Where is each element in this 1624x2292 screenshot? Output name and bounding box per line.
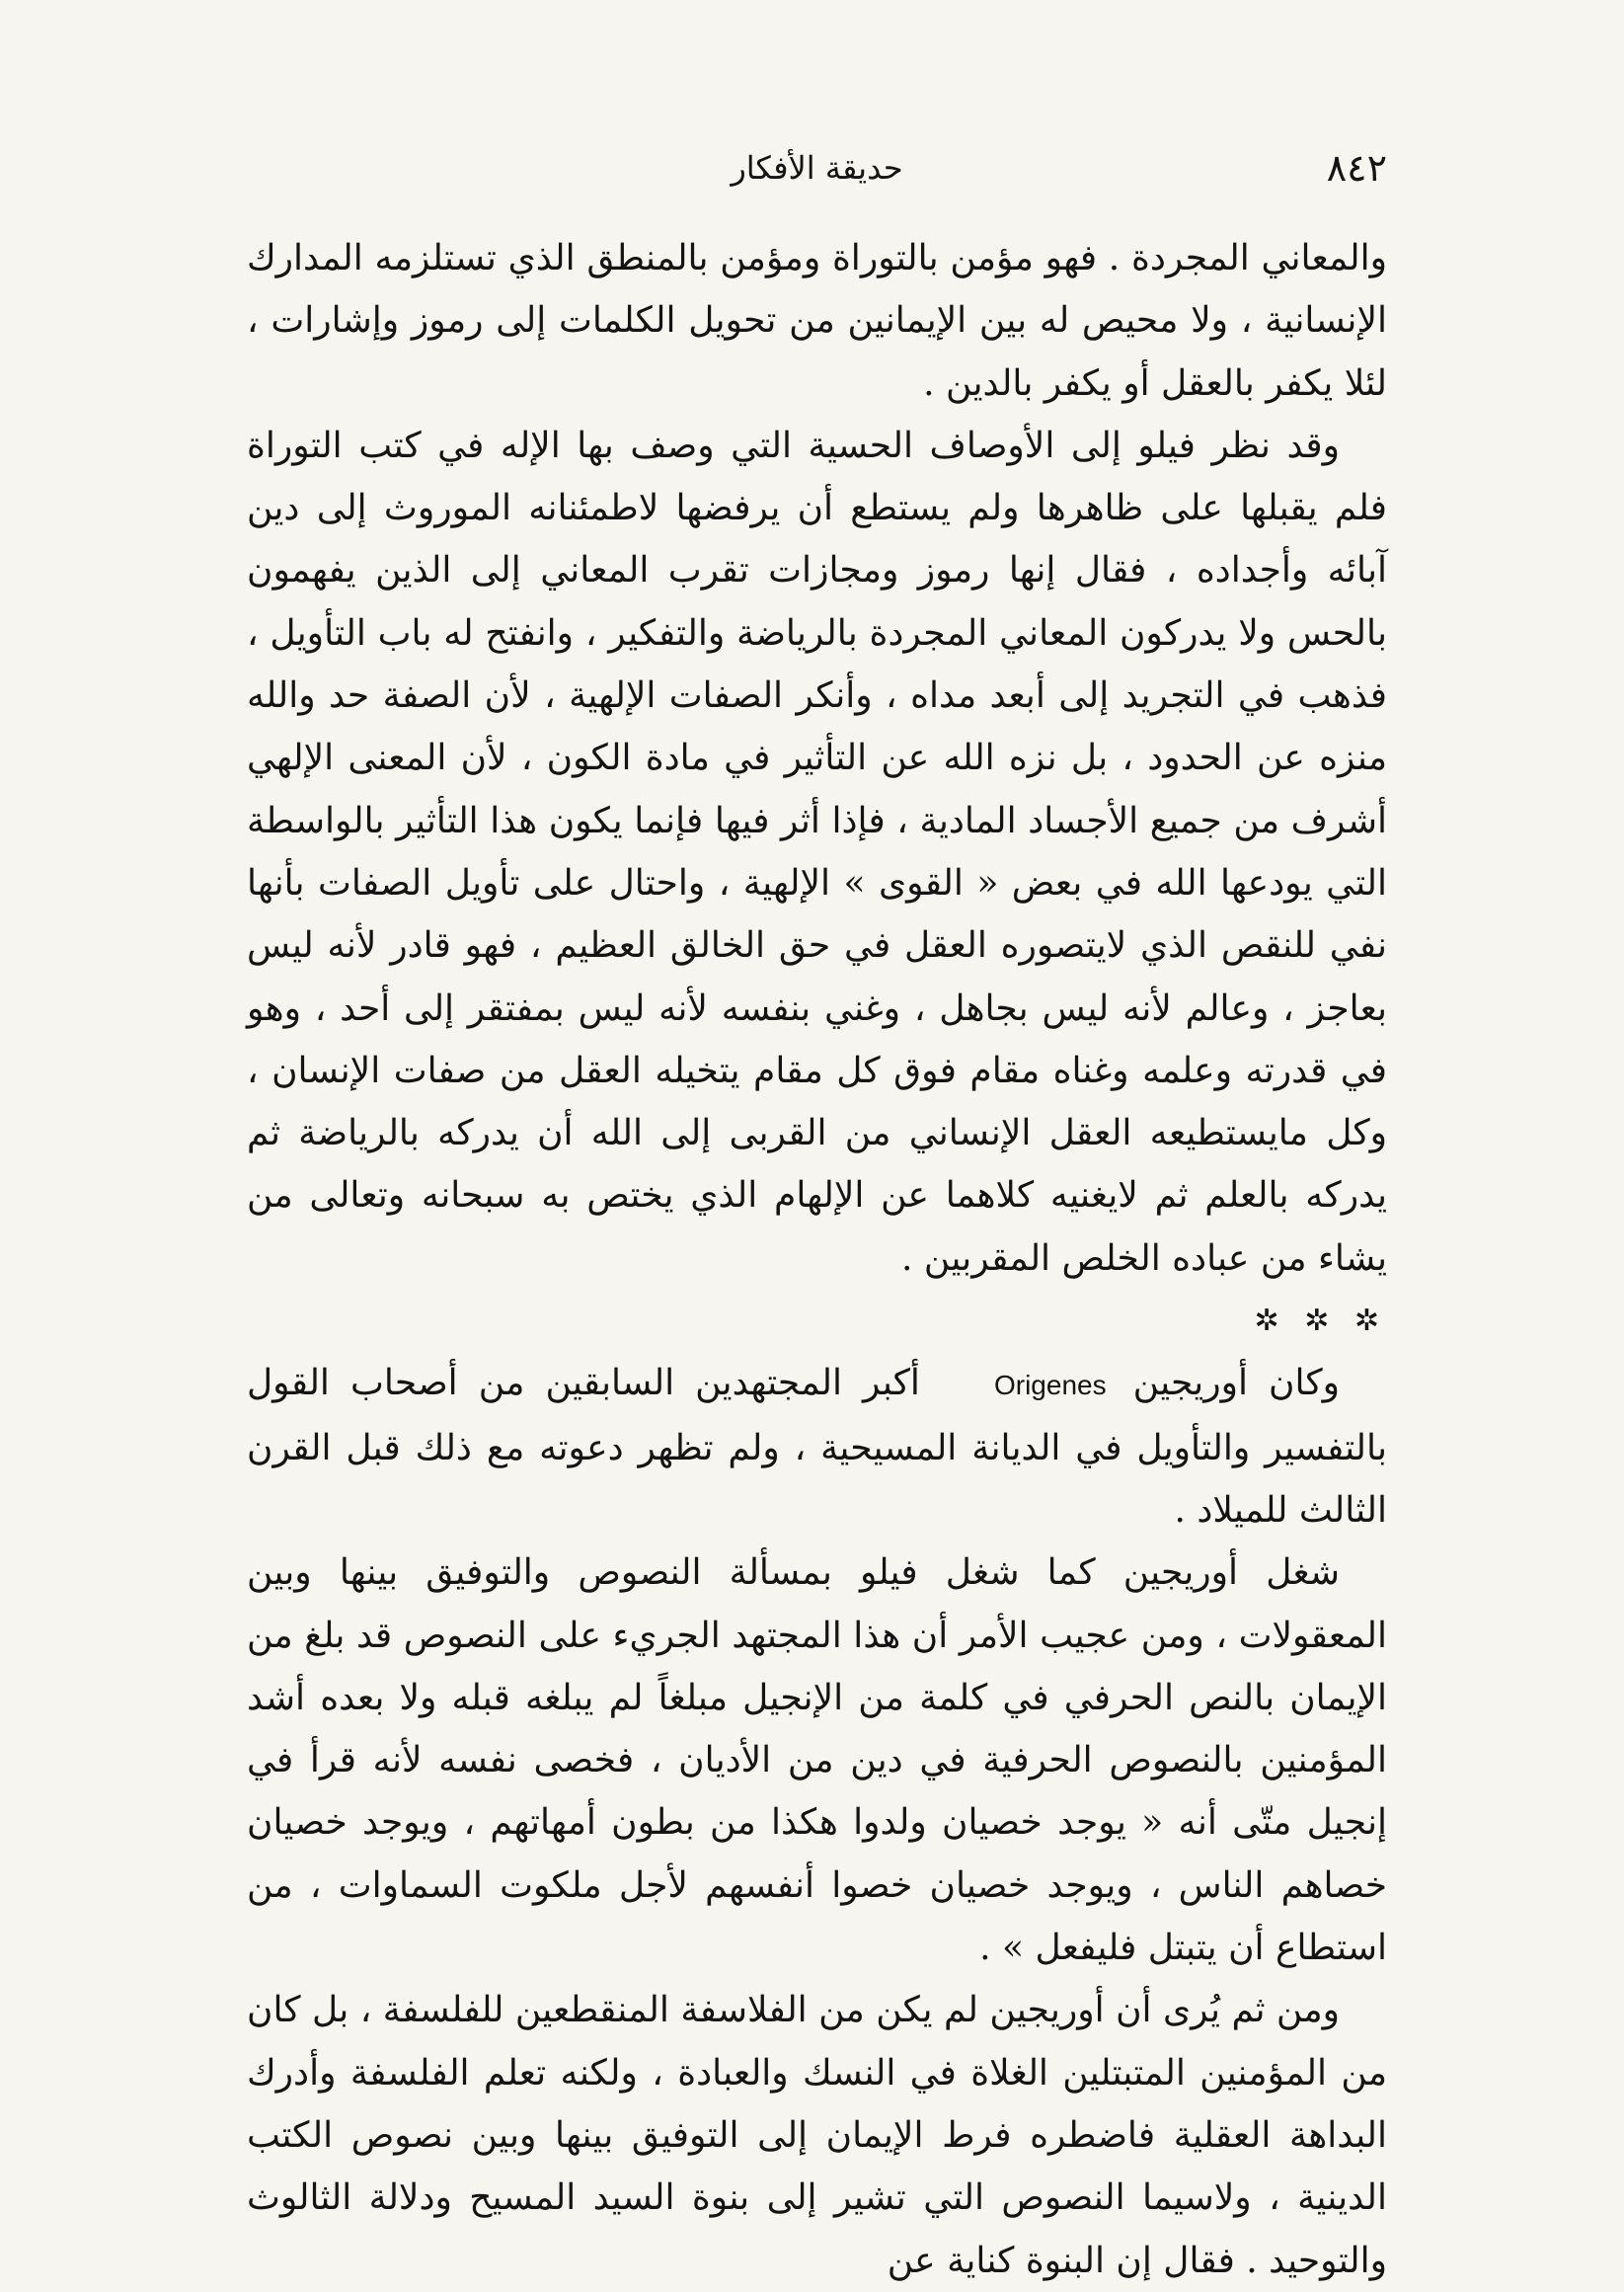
paragraph-3-start: وكان أوريجين [1132, 1363, 1340, 1404]
paragraph-2: وقد نظر فيلو إلى الأوصاف الحسية التي وصف بها الإله في كتب التوراة فلم يقبلها على ظاهرها ولم يستطع أن يرفضها لاطمئنانه الموروث إلى دين آبائه وأجداده ، فقال إنها رموز ومجازات تقرب المعاني إلى الذين يفهمون بالحس ولا يدركون المعاني المجردة بالرياضة والتفكير ، وانفتح له باب التأويل ، فذهب في التجريد إلى أبعد مداه ، وأنكر الصفات الإلهية ، لأن الصفة حد والله منزه عن الحدود ، بل نزه الله عن التأثير في مادة الكون ، لأن المعنى الإلهي أشرف من جميع الأجساد المادية ، فإذا أثر فيها فإنما يكون هذا التأثير بالواسطة التي يودعها الله في بعض « القوى » الإلهية ، واحتال على تأويل الصفات بأنها نفي للنقص الذي لايتصوره العقل في حق الخالق العظيم ، فهو قادر لأنه ليس بعاجز ، وعالم لأنه ليس بجاهل ، وغني بنفسه لأنه ليس بمفتقر إلى أحد ، وهو في قدرته وعلمه وغناه مقام فوق كل مقام يتخيله العقل من صفات الإنسان ، وكل مايستطيعه العقل الإنساني من القربى إلى الله أن يدركه بالرياضة ثم يدركه بالعلم ثم لايغنيه كلاهما عن الإلهام الذي يختص به سبحانه وتعالى من يشاء من عباده الخلص المقربين . [247, 425, 1387, 1279]
body-text [247, 227, 1387, 2292]
latin-name-origenes: Origenes [993, 1370, 1107, 1401]
section-separator: ✲ ✲ ✲ [1254, 1304, 1387, 1339]
running-title: حديقة الأفكار [731, 149, 903, 187]
paragraph-4: شغل أوريجين كما شغل فيلو بمسألة النصوص والتوفيق بينها وبين المعقولات ، ومن عجيب الأمر أن هذا المجتهد الجريء على النصوص قد بلغ من الإيمان بالنص الحرفي في كلمة من الإنجيل مبلغاً لم يبلغه قبله ولا بعده أشد المؤمنين بالنصوص الحرفية في دين من الأديان ، فخصى نفسه لأنه قرأ في إنجيل متّى أنه « يوجد خصيان ولدوا هكذا من بطون أمهاتهم ، ويوجد خصيان خصاهم الناس ، ويوجد خصيان خصوا أنفسهم لأجل ملكوت السماوات ، من استطاع أن يتبتل فليفعل » . [247, 1552, 1387, 1969]
paragraph-3 [247, 1352, 1387, 1541]
paragraph-3-rest: أكبر المجتهدين السابقين من أصحاب القول بالتفسير والتأويل في الديانة المسيحية ، ولم تظهر دعوته مع ذلك قبل القرن الثالث للميلاد . [247, 1363, 1387, 1531]
running-head [247, 138, 1387, 198]
page-number: ٨٤٢ [1326, 146, 1387, 190]
paragraph-5: ومن ثم يُرى أن أوريجين لم يكن من الفلاسفة المنقطعين للفلسفة ، بل كان من المؤمنين المتبتلين الغلاة في النسك والعبادة ، ولكنه تعلم الفلسفة وأدرك البداهة العقلية فاضطره فرط الإيمان إلى التوفيق بينها وبين نصوص الكتب الدينية ، ولاسيما النصوص التي تشير إلى بنوة السيد المسيح ودلالة الثالوث والتوحيد . فقال إن البنوة كناية عن [247, 1990, 1387, 2281]
paragraph-1: والمعاني المجردة . فهو مؤمن بالتوراة ومؤمن بالمنطق الذي تستلزمه المدارك الإنسانية ، ولا محيص له بين الإيمانين من تحويل الكلمات إلى رموز وإشارات ، لئلا يكفر بالعقل أو يكفر بالدين . [247, 238, 1387, 404]
